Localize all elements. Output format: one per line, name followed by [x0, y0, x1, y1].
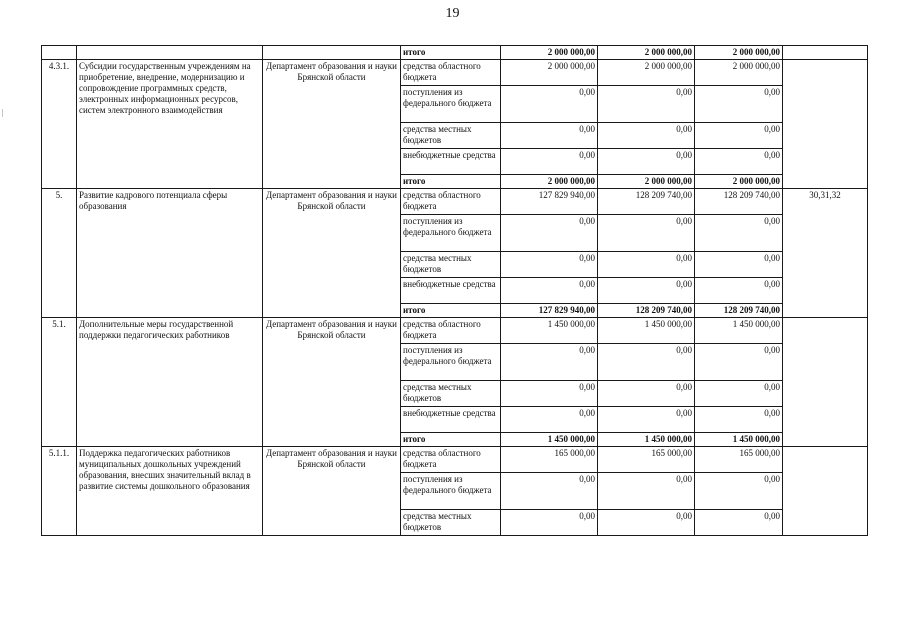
indicator-numbers: 30,31,32 [783, 189, 868, 318]
year-1-value: 0,00 [501, 510, 598, 536]
year-1-value: 0,00 [501, 123, 598, 149]
year-1-value: 0,00 [501, 86, 598, 123]
year-2-value: 0,00 [598, 381, 695, 407]
year-2-value: 2 000 000,00 [598, 46, 695, 60]
funding-source: средства местных бюджетов [401, 510, 501, 536]
year-2-value: 0,00 [598, 407, 695, 433]
year-3-total: 128 209 740,00 [695, 304, 783, 318]
year-1-value: 2 000 000,00 [501, 60, 598, 86]
year-1-value: 2 000 000,00 [501, 46, 598, 60]
table-row [42, 189, 868, 215]
year-2-value: 0,00 [598, 86, 695, 123]
section-executor: Департамент образования и науки Брянской области [263, 447, 401, 536]
year-2-value: 0,00 [598, 149, 695, 175]
funding-source: поступления из федерального бюджета [401, 215, 501, 252]
year-1-value: 0,00 [501, 252, 598, 278]
year-3-value: 0,00 [695, 123, 783, 149]
year-3-value: 2 000 000,00 [695, 60, 783, 86]
year-3-value: 0,00 [695, 252, 783, 278]
funding-source: средства областного бюджета [401, 447, 501, 473]
indicator-numbers [783, 60, 868, 189]
year-3-value: 0,00 [695, 381, 783, 407]
margin-mark: | [2, 108, 4, 117]
budget-table [41, 45, 868, 536]
year-3-value: 1 450 000,00 [695, 318, 783, 344]
year-3-value: 2 000 000,00 [695, 46, 783, 60]
total-label: итого [401, 433, 501, 447]
table-row [42, 60, 868, 86]
indicator-numbers [783, 318, 868, 447]
year-1-value: 165 000,00 [501, 447, 598, 473]
year-2-value: 0,00 [598, 123, 695, 149]
year-2-value: 165 000,00 [598, 447, 695, 473]
section-executor: Департамент образования и науки Брянской области [263, 60, 401, 189]
year-3-value: 128 209 740,00 [695, 189, 783, 215]
section-name: Развитие кадрового потенциала сферы образования [77, 189, 263, 318]
total-label: итого [401, 46, 501, 60]
year-2-value: 0,00 [598, 215, 695, 252]
funding-source: внебюджетные средства [401, 149, 501, 175]
year-3-value: 0,00 [695, 86, 783, 123]
year-1-value: 0,00 [501, 344, 598, 381]
year-1-value: 0,00 [501, 215, 598, 252]
year-3-value: 0,00 [695, 510, 783, 536]
year-2-value: 0,00 [598, 473, 695, 510]
section-name: Дополнительные меры государственной поддержки педагогических работников [77, 318, 263, 447]
year-3-value: 0,00 [695, 278, 783, 304]
year-2-value: 128 209 740,00 [598, 189, 695, 215]
year-1-value: 0,00 [501, 407, 598, 433]
year-2-value: 1 450 000,00 [598, 318, 695, 344]
funding-source: поступления из федерального бюджета [401, 344, 501, 381]
section-number: 5.1.1. [42, 447, 77, 536]
year-1-value: 0,00 [501, 473, 598, 510]
year-1-total: 1 450 000,00 [501, 433, 598, 447]
section-number: 5. [42, 189, 77, 318]
page-number: 19 [445, 6, 460, 21]
year-3-value: 0,00 [695, 407, 783, 433]
section-name: Субсидии государственным учреждениям на приобретение, внедрение, модернизацию и сопровождение программных средств, электронных информационных ресурсов, систем электронного взаимодействия [77, 60, 263, 189]
year-1-value: 0,00 [501, 149, 598, 175]
table-row [42, 318, 868, 344]
funding-source: внебюджетные средства [401, 407, 501, 433]
year-2-value: 0,00 [598, 344, 695, 381]
year-3-value: 0,00 [695, 215, 783, 252]
section-number: 5.1. [42, 318, 77, 447]
year-2-value: 2 000 000,00 [598, 60, 695, 86]
year-2-value: 0,00 [598, 510, 695, 536]
year-1-total: 127 829 940,00 [501, 304, 598, 318]
funding-source: средства местных бюджетов [401, 123, 501, 149]
funding-source: поступления из федерального бюджета [401, 86, 501, 123]
funding-source: средства местных бюджетов [401, 252, 501, 278]
section-executor: Департамент образования и науки Брянской области [263, 189, 401, 318]
year-2-total: 128 209 740,00 [598, 304, 695, 318]
year-2-value: 0,00 [598, 252, 695, 278]
total-label: итого [401, 175, 501, 189]
year-3-value: 0,00 [695, 473, 783, 510]
year-1-value: 127 829 940,00 [501, 189, 598, 215]
total-label: итого [401, 304, 501, 318]
year-3-value: 165 000,00 [695, 447, 783, 473]
year-1-value: 0,00 [501, 381, 598, 407]
year-3-total: 1 450 000,00 [695, 433, 783, 447]
section-executor: Департамент образования и науки Брянской области [263, 318, 401, 447]
section-number: 4.3.1. [42, 60, 77, 189]
funding-source: средства областного бюджета [401, 318, 501, 344]
year-3-total: 2 000 000,00 [695, 175, 783, 189]
funding-source: средства областного бюджета [401, 189, 501, 215]
year-2-value: 0,00 [598, 278, 695, 304]
year-3-value: 0,00 [695, 344, 783, 381]
year-1-value: 1 450 000,00 [501, 318, 598, 344]
funding-source: внебюджетные средства [401, 278, 501, 304]
year-3-value: 0,00 [695, 149, 783, 175]
year-2-total: 1 450 000,00 [598, 433, 695, 447]
funding-source: средства областного бюджета [401, 60, 501, 86]
funding-source: поступления из федерального бюджета [401, 473, 501, 510]
funding-source: средства местных бюджетов [401, 381, 501, 407]
table-row [42, 447, 868, 473]
year-1-value: 0,00 [501, 278, 598, 304]
section-name: Поддержка педагогических работников муниципальных дошкольных учреждений образования, внесших значительный вклад в развитие системы дошкольного образования [77, 447, 263, 536]
indicator-numbers [783, 447, 868, 536]
year-1-total: 2 000 000,00 [501, 175, 598, 189]
table-row-total [42, 46, 868, 60]
year-2-total: 2 000 000,00 [598, 175, 695, 189]
